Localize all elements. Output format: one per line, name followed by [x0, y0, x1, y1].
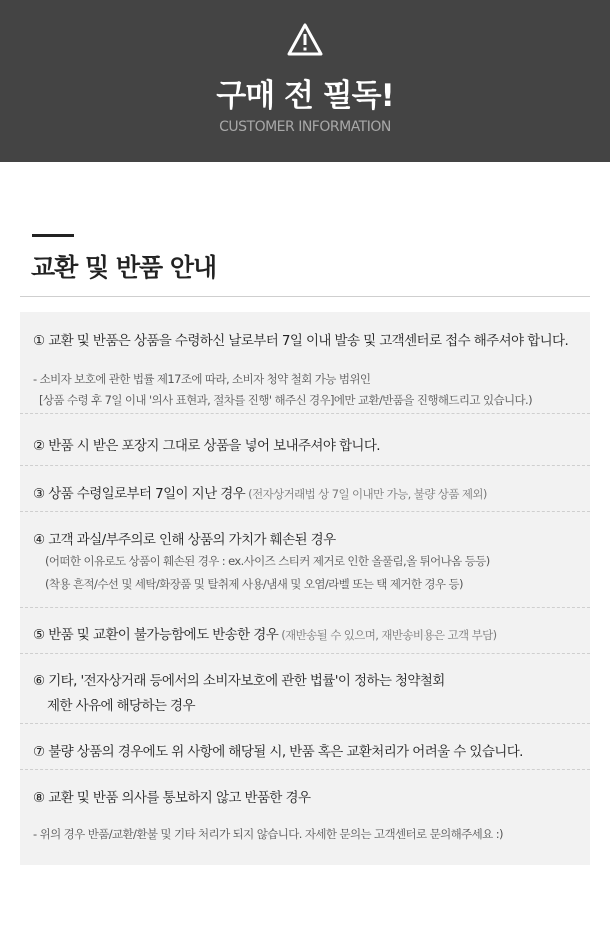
- notice-item-4-main: ④ 고객 과실/부주의로 인해 상품의 가치가 훼손된 경우: [33, 532, 336, 548]
- section-divider: [20, 296, 590, 297]
- notice-item-6-main2: 제한 사유에 해당하는 경우: [47, 698, 195, 714]
- notice-item-1-sub2: [상품 수령 후 7일 이내 '의사 표현과, 절차를 진행' 해주신 경우]에만 교환/반품을 진행해드리고 있습니다.): [39, 393, 532, 407]
- section-accent-bar: [32, 234, 74, 237]
- warning-triangle-icon: [286, 22, 324, 58]
- notice-item-5: [20, 608, 590, 654]
- notice-item-8: [20, 770, 590, 865]
- notice-list: [20, 312, 590, 865]
- notice-item-1-main: ① 교환 및 반품은 상품을 수령하신 날로부터 7일 이내 발송 및 고객센터로 접수 해주셔야 합니다.: [33, 333, 569, 349]
- notice-item-6: [20, 654, 590, 724]
- notice-item-6-main: ⑥ 기타, '전자상거래 등에서의 소비자보호에 관한 법률'이 정하는 청약철회: [33, 673, 445, 689]
- notice-item-3: [20, 466, 590, 512]
- notice-item-8-sub1: - 위의 경우 반품/교환/환불 및 기타 처리가 되지 않습니다. 자세한 문의는 고객센터로 문의해주세요 :): [33, 827, 503, 841]
- notice-item-4-sub2: (착용 흔적/수선 및 세탁/화장품 및 탈취제 사용/냄새 및 오염/라벨 또는 택 제거한 경우 등): [45, 577, 463, 591]
- notice-item-2-main: ② 반품 시 받은 포장지 그대로 상품을 넣어 보내주셔야 합니다.: [33, 438, 380, 454]
- notice-item-8-main: ⑧ 교환 및 반품 의사를 통보하지 않고 반품한 경우: [33, 790, 311, 806]
- notice-item-5-note: (재반송될 수 있으며, 재반송비용은 고객 부담): [278, 628, 497, 642]
- notice-item-1: [20, 312, 590, 414]
- info-header: [0, 0, 610, 162]
- notice-item-4-sub1: (어떠한 이유로도 상품이 훼손된 경우 : ex.사이즈 스티커 제거로 인한 올풀림,올 튀어나옴 등등): [45, 554, 490, 568]
- notice-item-3-main: ③ 상품 수령일로부터 7일이 지난 경우 (전자상거래법 상 7일 이내만 가능, 불량 상품 제외): [33, 486, 487, 502]
- notice-item-4: [20, 512, 590, 608]
- notice-item-7: [20, 724, 590, 770]
- header-title: 구매 전 필독!: [216, 78, 394, 114]
- notice-item-5-main: ⑤ 반품 및 교환이 불가능함에도 반송한 경우 (재반송될 수 있으며, 재반송비용은 고객 부담): [33, 627, 497, 643]
- notice-item-3-note: (전자상거래법 상 7일 이내만 가능, 불량 상품 제외): [245, 487, 487, 501]
- section-title: 교환 및 반품 안내: [31, 253, 217, 282]
- notice-item-7-main: ⑦ 불량 상품의 경우에도 위 사항에 해당될 시, 반품 혹은 교환처리가 어려울 수 있습니다.: [33, 744, 523, 760]
- header-subtitle: CUSTOMER INFORMATION: [219, 119, 391, 135]
- notice-item-2: [20, 414, 590, 466]
- notice-item-1-sub1: - 소비자 보호에 관한 법률 제17조에 따라, 소비자 청약 철회 가능 범위인: [33, 372, 371, 386]
